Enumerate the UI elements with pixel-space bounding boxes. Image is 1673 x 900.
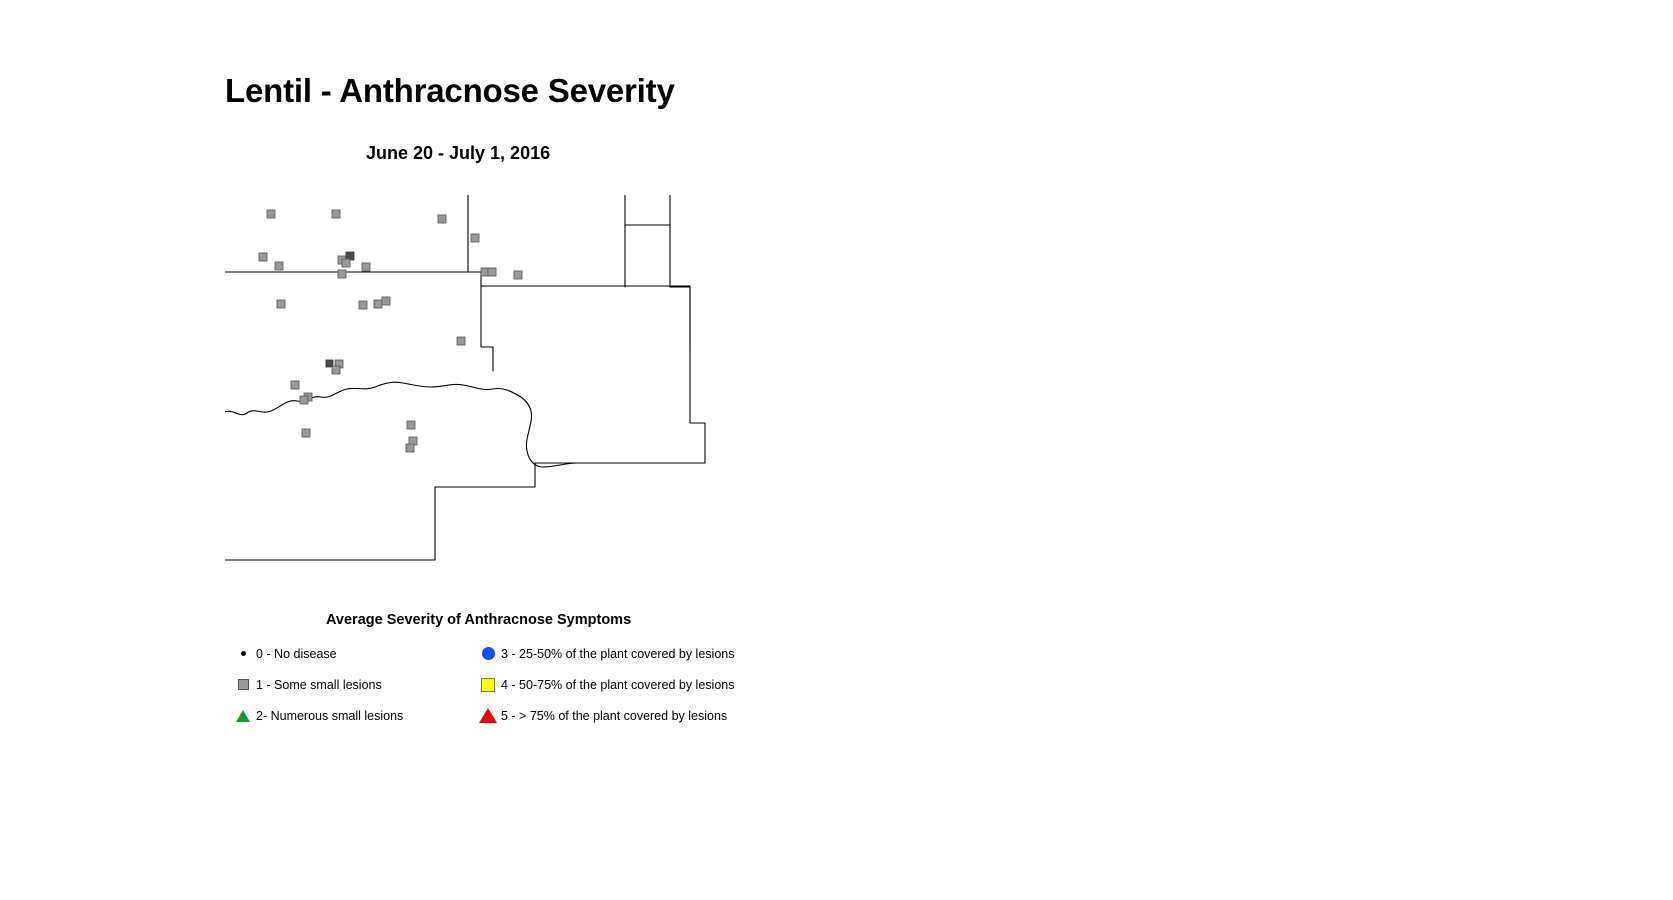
legend-item-label: 3 - 25-50% of the plant covered by lesions — [501, 646, 735, 661]
legend-item-5 — [475, 700, 734, 731]
legend-item-3 — [475, 638, 734, 669]
map-svg — [225, 195, 725, 575]
grey-square-icon — [230, 675, 256, 695]
green-triangle-icon — [230, 706, 256, 726]
legend-item-label: 2- Numerous small lesions — [256, 708, 404, 723]
map-data-points — [259, 210, 522, 452]
legend-column-left — [230, 638, 403, 731]
legend-column-right — [475, 638, 734, 731]
legend-item-1 — [230, 669, 403, 700]
page-subtitle: June 20 - July 1, 2016 — [366, 143, 551, 163]
county-boundaries — [225, 195, 705, 560]
blue-circle-icon — [475, 644, 501, 664]
legend-item-2 — [230, 700, 403, 731]
legend-item-0 — [230, 638, 403, 669]
legend-item-label: 4 - 50-75% of the plant covered by lesions — [501, 677, 735, 692]
red-triangle-icon — [475, 706, 501, 726]
yellow-square-icon — [475, 675, 501, 695]
legend-item-label: 0 - No disease — [256, 646, 337, 661]
severity-map — [225, 195, 745, 595]
black-dot-icon — [230, 644, 256, 664]
legend-item-label: 5 - > 75% of the plant covered by lesions — [501, 708, 728, 723]
page-title: Lentil - Anthracnose Severity — [225, 72, 675, 109]
legend-item-4 — [475, 669, 734, 700]
legend-item-label: 1 - Some small lesions — [256, 677, 382, 692]
legend-title: Average Severity of Anthracnose Symptoms — [326, 612, 632, 628]
